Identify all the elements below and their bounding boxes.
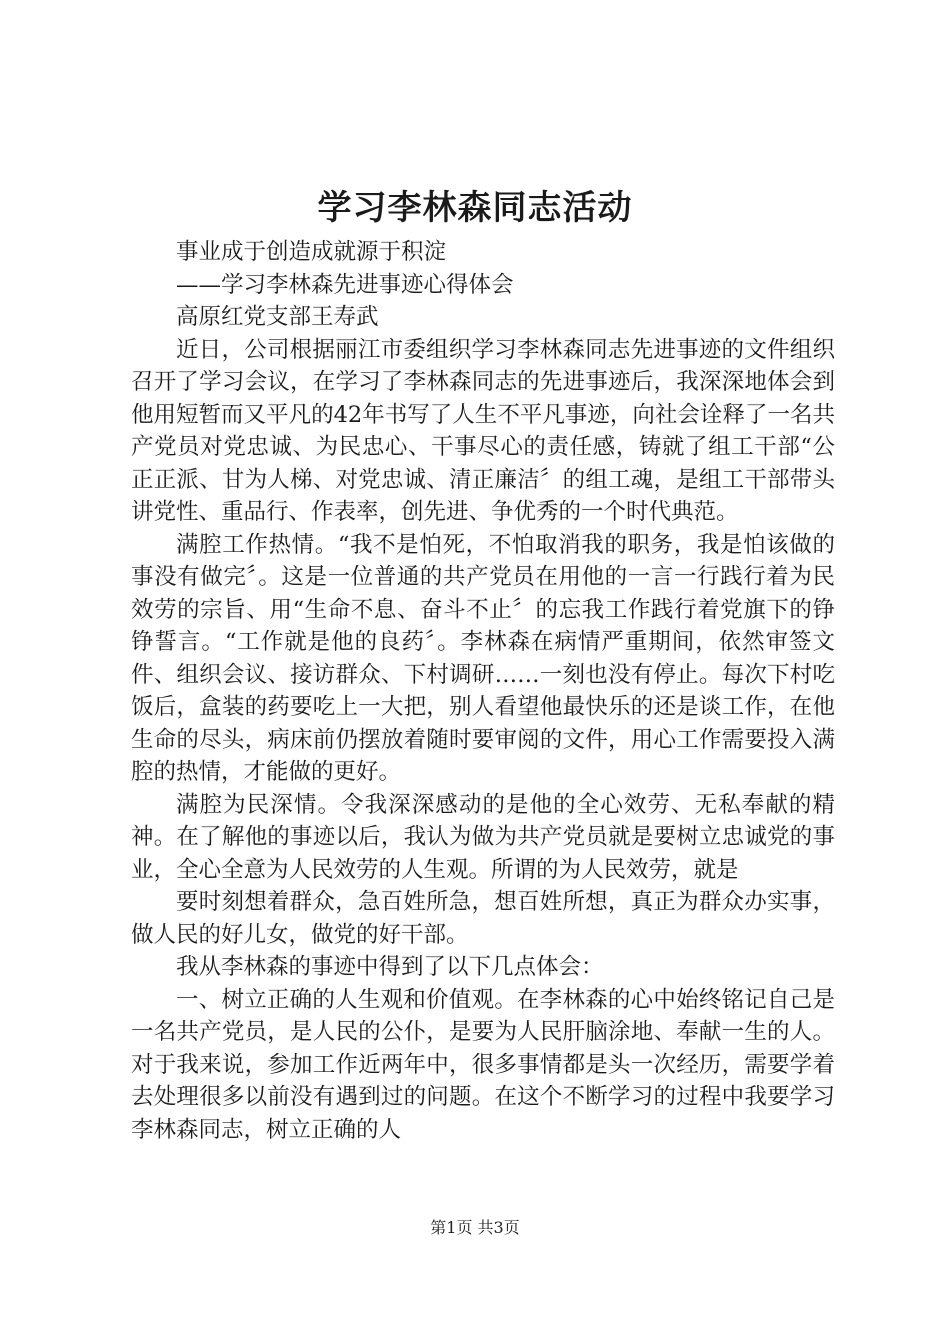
document-body: [131, 236, 835, 1146]
paragraph: 我从李林森的事迹中得到了以下几点体会：: [176, 954, 604, 980]
document-title: 学习李林森同志活动: [317, 188, 633, 228]
paragraph: 要时刻想着群众，急百姓所急，想百姓所想，真正为群众办实事，做人民的好儿女，做党的好干部。: [131, 889, 835, 948]
paragraph: 满腔为民深情。令我深深感动的是他的全心效劳、无私奉献的精神。在了解他的事迹以后，我认为做为共产党员就是要树立忠诚党的事业，全心全意为人民效劳的人生观。所谓的为人民效劳，就是: [131, 791, 835, 883]
paragraph: 一、树立正确的人生观和价值观。在李林森的心中始终铭记自己是一名共产党员，是人民的公仆，是要为人民肝脑涂地、奉献一生的人。对于我来说，参加工作近两年中，很多事情都是头一次经历，需要学着去处理很多以前没有遇到过的问题。在这个不断学习的过程中我要学习李林森同志，树立正确的人: [131, 986, 835, 1143]
subtitle-line: 事业成于创造成就源于积淀: [176, 239, 447, 265]
paragraph: 满腔工作热情。“我不是怕死，不怕取消我的职务，我是怕该做的事没有做完〞。这是一位普通的共产党员在用他的一言一行践行着为民效劳的宗旨、用“生命不息、奋斗不止〞的忘我工作践行着党旗下的铮铮誓言。“工作就是他的良药〞。李林森在病情严重期间，依然审签文件、组织会议、接访群众、下村调研……一刻也没有停止。每次下村吃饭后，盒装的药要吃上一大把，别人看望他最快乐的还是谈工作，在他生命的尽头，病床前仍摆放着随时要审阅的文件，用心工作需要投入满腔的热情，才能做的更好。: [131, 531, 835, 785]
paragraph: 近日，公司根据丽江市委组织学习李林森同志先进事迹的文件组织召开了学习会议，在学习了李林森同志的先进事迹后，我深深地体会到他用短暂而又平凡的42年书写了人生不平凡事迹，向社会诠释了一名共产党员对党忠诚、为民忠心、干事尽心的责任感，铸就了组工干部“公正正派、甘为人梯、对党忠诚、清正廉洁〞的组工魂，是组工干部带头讲党性、重品行、作表率，创先进、争优秀的一个时代典范。: [131, 336, 835, 525]
subtitle-line: ——学习李林森先进事迹心得体会: [176, 271, 514, 298]
page-footer: 第1页 共3页: [430, 1218, 520, 1237]
author-line: 高原红党支部王寿武: [176, 304, 379, 330]
